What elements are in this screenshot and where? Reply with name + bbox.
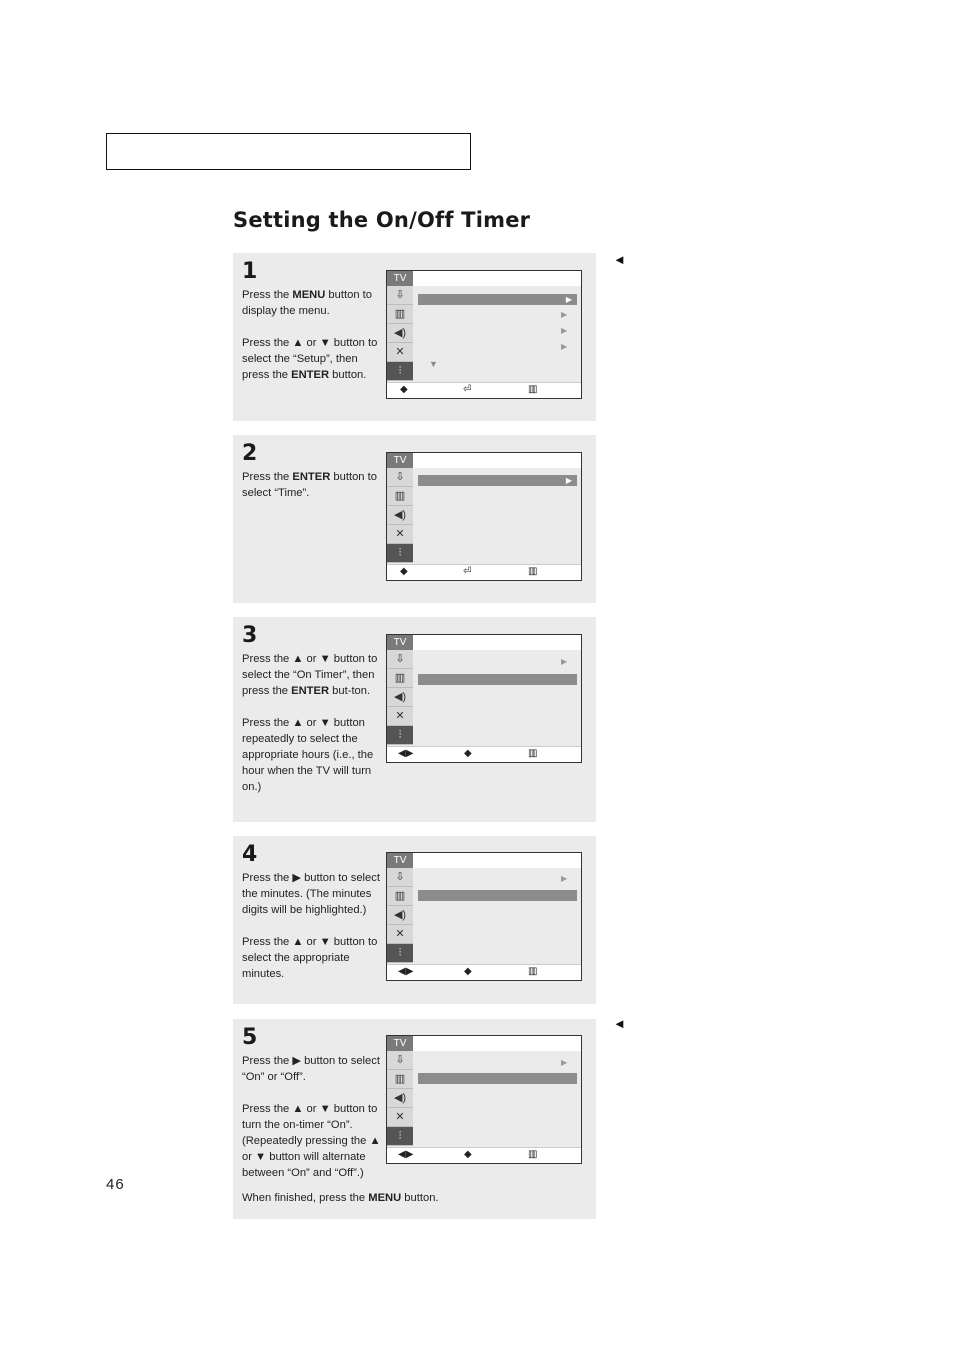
tv-label: TV [387, 635, 413, 650]
menu-nav-bar [387, 964, 581, 980]
menu-nav-bar [387, 382, 581, 398]
setup-icon: ⫶ [387, 1127, 413, 1146]
menu-top-bar [387, 271, 581, 286]
sound-icon: ◀) [387, 1089, 413, 1108]
step-number: 1 [242, 259, 258, 284]
margin-arrow-icon: ◄ [613, 252, 626, 267]
step-instructions [242, 870, 382, 982]
tv-label: TV [387, 271, 413, 286]
button-name: ENTER [291, 685, 330, 697]
adjust-icon: ◀▶ [398, 1149, 414, 1160]
menu-top-bar [387, 853, 581, 868]
button-name: ENTER [291, 369, 330, 381]
margin-arrow-icon: ◄ [613, 1016, 626, 1031]
channel-icon: ✕ [387, 525, 413, 544]
enter-icon: ⏎ [463, 566, 472, 577]
section-header-box [106, 133, 471, 170]
page-number: 46 [106, 1176, 125, 1193]
input-icon: ⇩ [387, 468, 413, 487]
move-icon: ◆ [400, 566, 408, 577]
instruction-paragraph: Press the ▲ or ▼ button repeatedly to select the appropriate hours (i.e., the hour when the TV will turn on.) [242, 717, 374, 793]
menu-return-icon: ▥ [528, 566, 538, 577]
instruction-paragraph: Press the MENU button to display the menu. [242, 289, 372, 317]
move-icon: ◆ [464, 1149, 472, 1160]
input-icon: ⇩ [387, 650, 413, 669]
instruction-paragraph: Press the ▲ or ▼ button to select the appropriate minutes. [242, 936, 378, 980]
sound-icon: ◀) [387, 324, 413, 343]
channel-icon: ✕ [387, 343, 413, 362]
finish-instruction: When finished, press the MENU button. [242, 1192, 439, 1204]
step-instructions [242, 287, 382, 383]
instruction-paragraph: Press the ENTER button to select “Time”. [242, 471, 377, 499]
tv-menu-screen [386, 270, 582, 399]
menu-return-icon: ▥ [528, 748, 538, 759]
step-1 [233, 253, 596, 421]
tv-menu-screen [386, 1035, 582, 1164]
step-3 [233, 617, 596, 822]
menu-nav-bar [387, 564, 581, 580]
sound-icon: ◀) [387, 688, 413, 707]
submenu-arrow-icon: ▶ [565, 476, 572, 485]
sound-icon: ◀) [387, 906, 413, 925]
picture-icon: ▥ [387, 887, 413, 906]
step-number: 2 [242, 441, 258, 466]
button-name: MENU [368, 1192, 402, 1204]
input-icon: ⇩ [387, 868, 413, 887]
channel-icon: ✕ [387, 925, 413, 944]
instruction-paragraph: Press the ▲ or ▼ button to turn the on-timer “On”. (Repeatedly pressing the ▲ or ▼ button will alternate between “On” and “Off”.) [242, 1103, 381, 1179]
button-name: MENU [292, 289, 326, 301]
step-instructions [242, 469, 382, 501]
adjust-icon: ◀▶ [398, 748, 414, 759]
menu-icon-column [387, 468, 413, 565]
step-4 [233, 836, 596, 1004]
enter-icon: ⏎ [463, 384, 472, 395]
move-icon: ◆ [464, 748, 472, 759]
tv-label: TV [387, 1036, 413, 1051]
menu-highlight-bar [418, 890, 577, 901]
step-instructions [242, 1053, 382, 1181]
tv-label: TV [387, 453, 413, 468]
step-number: 3 [242, 623, 258, 648]
menu-return-icon: ▥ [528, 384, 538, 395]
instruction-paragraph: Press the ▶ button to select “On” or “Off”. [242, 1055, 380, 1083]
menu-icon-column [387, 1051, 413, 1148]
submenu-arrow-icon: ▶ [561, 874, 568, 883]
setup-icon: ⫶ [387, 726, 413, 745]
menu-icon-column [387, 868, 413, 965]
tv-menu-screen [386, 852, 582, 981]
menu-icon-column [387, 650, 413, 747]
tv-menu-screen [386, 634, 582, 763]
page-title: Setting the On/Off Timer [233, 208, 531, 232]
menu-top-bar [387, 453, 581, 468]
menu-top-bar [387, 635, 581, 650]
menu-nav-bar [387, 746, 581, 762]
setup-icon: ⫶ [387, 362, 413, 381]
menu-nav-bar [387, 1147, 581, 1163]
step-instructions [242, 651, 382, 795]
picture-icon: ▥ [387, 669, 413, 688]
picture-icon: ▥ [387, 1070, 413, 1089]
submenu-arrow-icon: ▶ [565, 295, 572, 304]
submenu-arrow-icon: ▶ [561, 310, 568, 319]
move-icon: ◆ [464, 966, 472, 977]
scroll-down-arrow-icon: ▼ [429, 359, 438, 369]
button-name: ENTER [292, 471, 331, 483]
submenu-arrow-icon: ▶ [561, 326, 568, 335]
instruction-paragraph: Press the ▲ or ▼ button to select the “Setup”, then press the ENTER button. [242, 337, 378, 381]
menu-top-bar [387, 1036, 581, 1051]
channel-icon: ✕ [387, 707, 413, 726]
picture-icon: ▥ [387, 305, 413, 324]
tv-menu-screen [386, 452, 582, 581]
menu-return-icon: ▥ [528, 1149, 538, 1160]
instruction-paragraph: Press the ▲ or ▼ button to select the “On Timer”, then press the ENTER but-ton. [242, 653, 378, 697]
submenu-arrow-icon: ▶ [561, 342, 568, 351]
step-number: 5 [242, 1025, 258, 1050]
menu-icon-column [387, 286, 413, 383]
menu-highlight-bar [418, 475, 577, 486]
submenu-arrow-icon: ▶ [561, 1058, 568, 1067]
step-2 [233, 435, 596, 603]
sound-icon: ◀) [387, 506, 413, 525]
menu-return-icon: ▥ [528, 966, 538, 977]
tv-label: TV [387, 853, 413, 868]
picture-icon: ▥ [387, 487, 413, 506]
menu-highlight-bar [418, 294, 577, 305]
input-icon: ⇩ [387, 286, 413, 305]
menu-highlight-bar [418, 674, 577, 685]
menu-highlight-bar [418, 1073, 577, 1084]
adjust-icon: ◀▶ [398, 966, 414, 977]
move-icon: ◆ [400, 384, 408, 395]
input-icon: ⇩ [387, 1051, 413, 1070]
setup-icon: ⫶ [387, 944, 413, 963]
channel-icon: ✕ [387, 1108, 413, 1127]
setup-icon: ⫶ [387, 544, 413, 563]
instruction-paragraph: Press the ▶ button to select the minutes. (The minutes digits will be highlighted.) [242, 872, 380, 916]
step-5 [233, 1019, 596, 1219]
submenu-arrow-icon: ▶ [561, 657, 568, 666]
step-number: 4 [242, 842, 258, 867]
